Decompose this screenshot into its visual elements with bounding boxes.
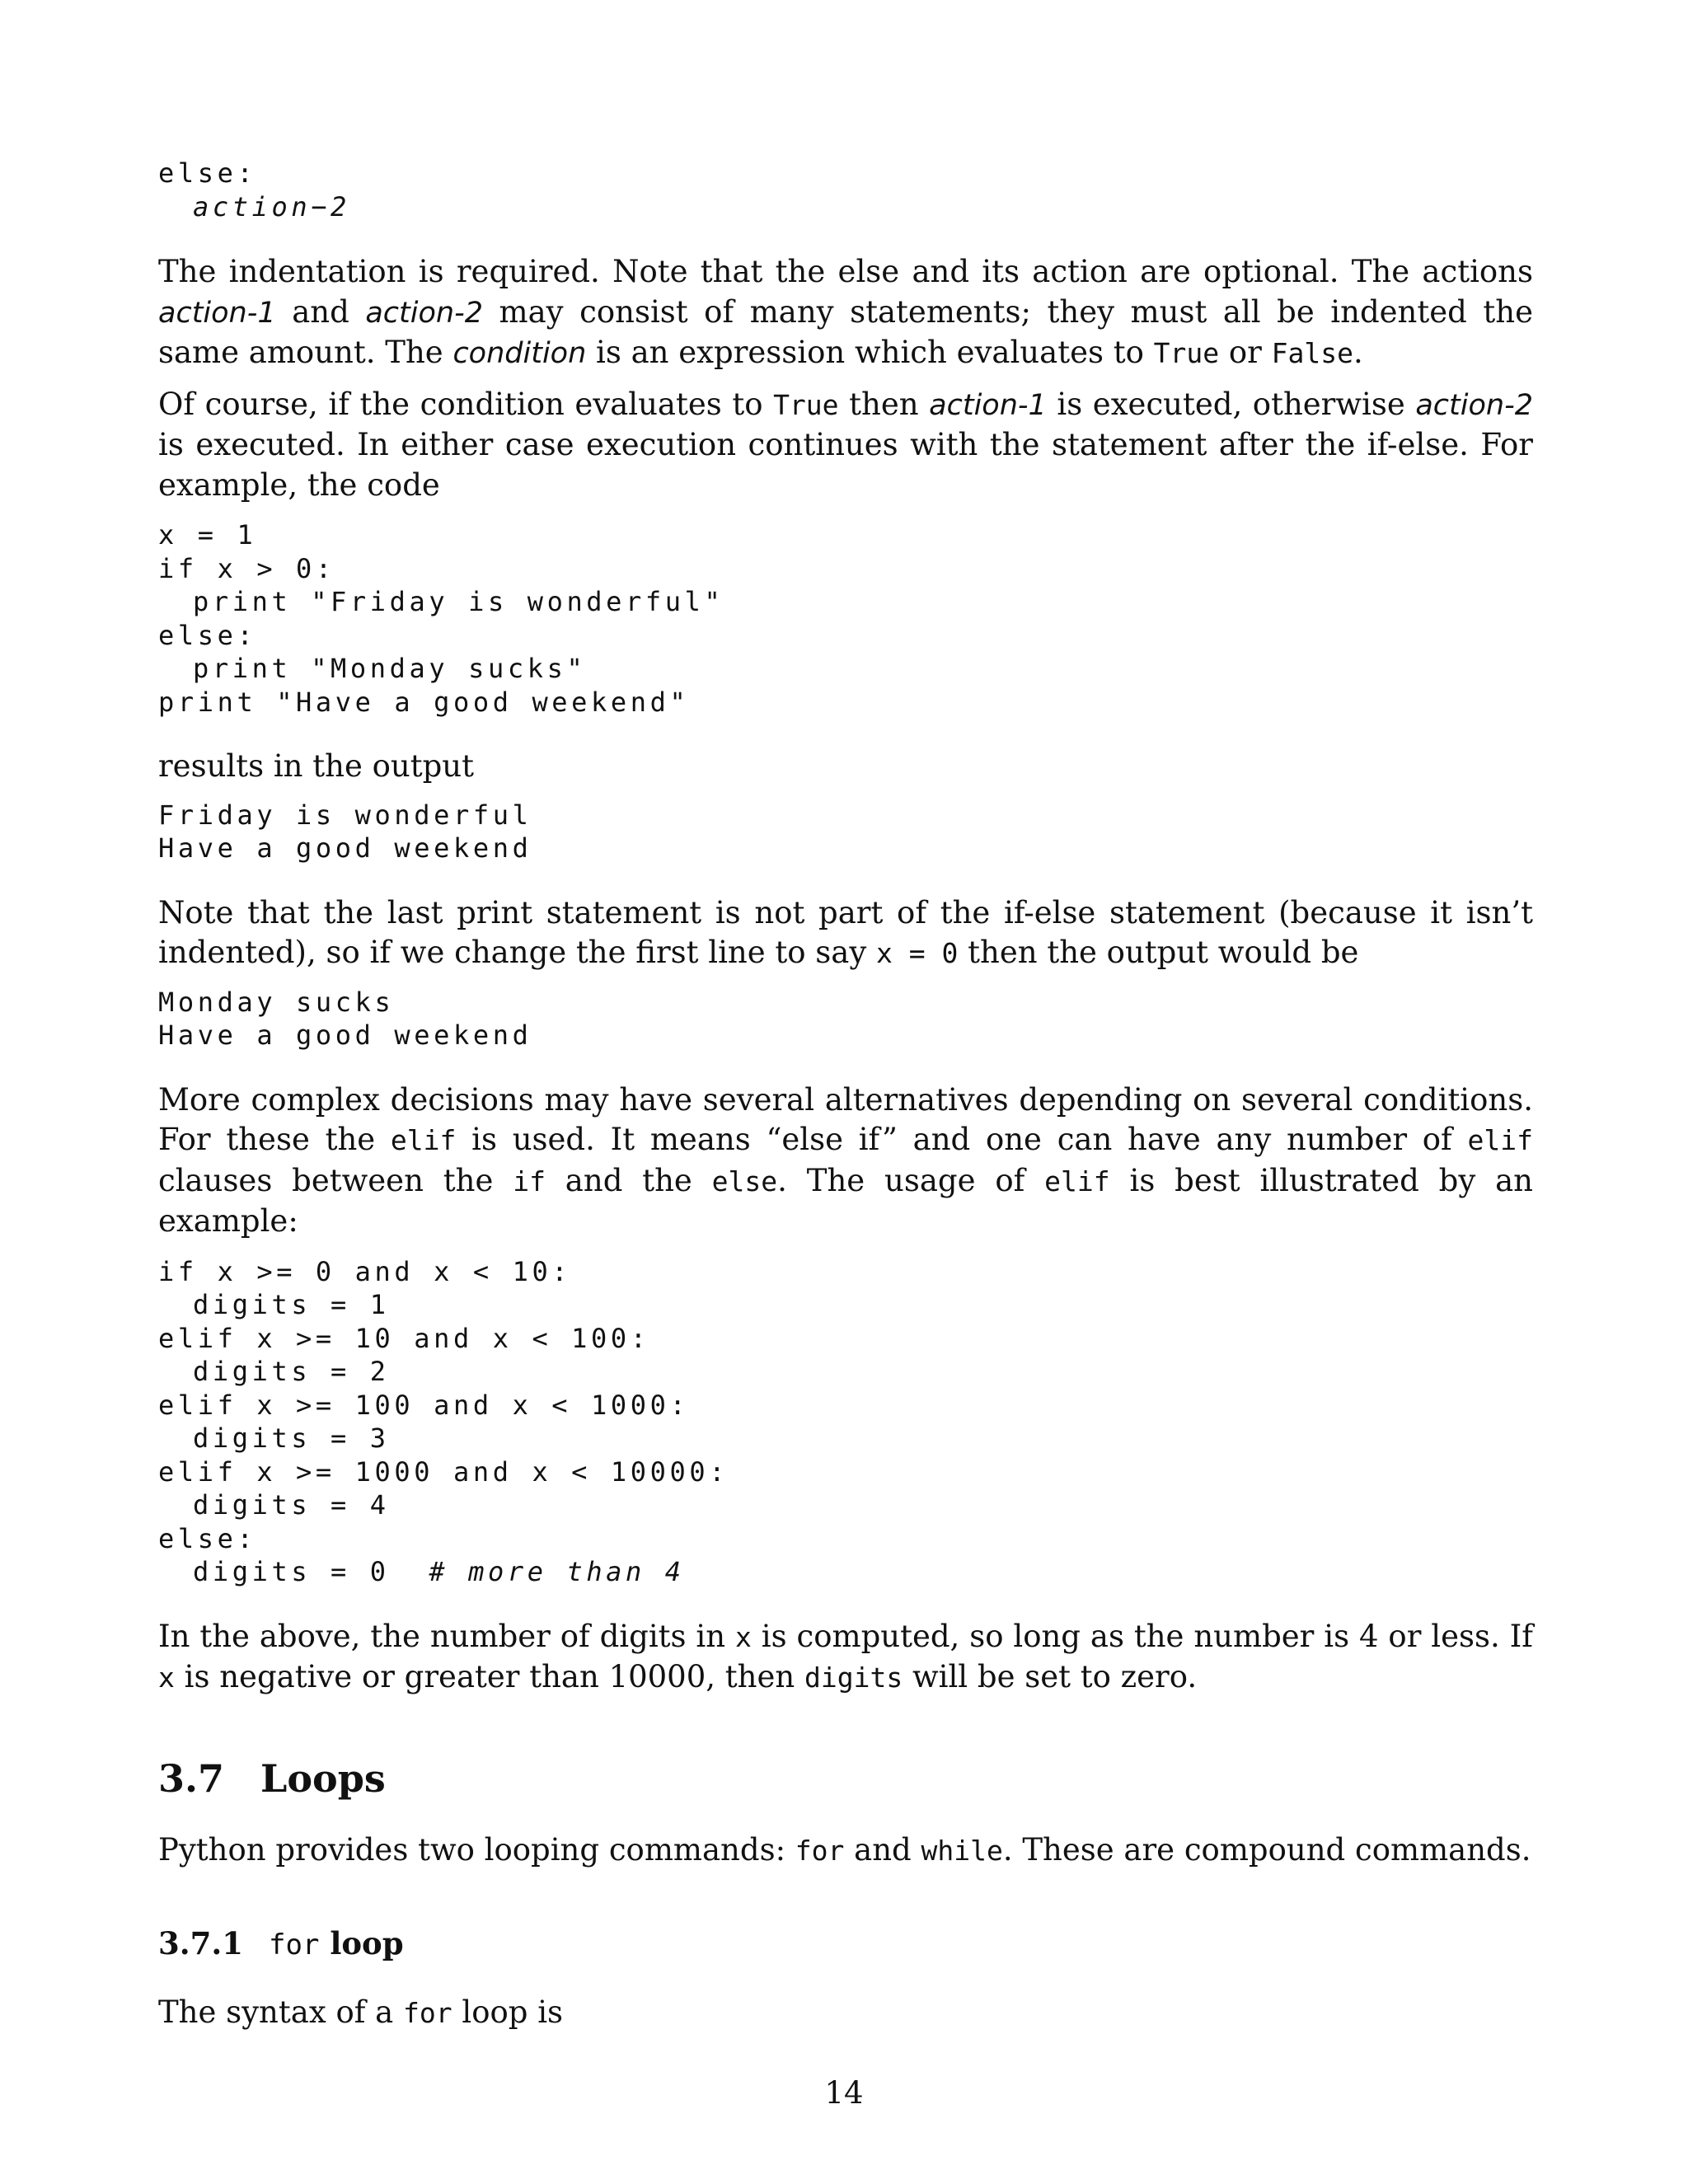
code-line: elif x >= 1000 and x < 10000: [158,1455,729,1488]
code-block-output-friday [158,799,1533,865]
paragraph-indentation [158,252,1533,374]
subsection-heading [158,1925,1533,1961]
text-run: and [844,1831,921,1868]
inline-code: False [1271,337,1353,369]
text-run: is used. It means “else if” and one can have any number of [456,1122,1468,1157]
code-block-else-action [158,157,1533,223]
italic-term: action-2 [365,296,483,330]
inline-code: while [921,1834,1003,1867]
code-line: if x >= 0 and x < 10: [158,1255,572,1287]
text-run: or [1219,335,1272,370]
text-run: is best illustrated by an example: [158,1162,1533,1239]
paragraph-looping-commands [158,1830,1533,1872]
italic-term: action-1 [158,296,276,330]
paragraph-digits-explanation [158,1617,1533,1699]
code-block-if-else-example [158,518,1533,719]
code-comment: # more than 4 [429,1556,685,1587]
text-run: is negative or greater than 10000, then [174,1659,804,1694]
code-line: print "Monday sucks" [193,653,587,684]
paragraph-note-last-print [158,893,1533,974]
code-text: digits = 0 [193,1556,390,1587]
inline-code: elif [1467,1124,1533,1156]
document-page [158,157,1533,2034]
inline-code: elif [1044,1165,1110,1197]
code-line: digits = 1 [193,1289,390,1320]
paragraph-elif [158,1080,1533,1242]
text-run: Python provides two looping commands: [158,1831,795,1868]
code-line: digits = 4 [193,1489,390,1521]
inline-code: x [734,1620,752,1653]
code-line: if x > 0: [158,552,335,584]
code-line: digits = 2 [193,1356,390,1387]
inline-code: True [1153,337,1220,369]
page-number: 14 [824,2075,864,2111]
text-run: The syntax of a [158,1994,403,2030]
code-line: Have a good weekend [158,1019,532,1051]
inline-code: for [403,1997,452,2029]
section-title: Loops [260,1755,386,1801]
text-run: clauses between the [158,1162,513,1198]
inline-code: True [773,388,839,421]
code-line: else: [158,157,257,189]
text-run: The indentation is required. Note that the else and its action are optional. The actions [158,254,1533,289]
text-run: will be set to zero. [903,1659,1198,1694]
text-run: then the output would be [958,935,1359,970]
paragraph-for-syntax [158,1993,1533,2034]
code-line: Monday sucks [158,986,395,1018]
code-line [158,1555,1533,1589]
text-run: . These are compound commands. [1002,1831,1531,1868]
code-line: Friday is wonderful [158,799,532,831]
paragraph-results: results in the output [158,748,474,784]
code-line: else: [158,1522,257,1554]
inline-code: if [513,1165,546,1197]
code-line: digits = 3 [193,1422,390,1454]
code-line: else: [158,619,257,651]
text-run: loop is [452,1994,564,2030]
text-run: and [275,293,366,330]
text-run: is an expression which evaluates to [586,335,1154,370]
text-run: is executed, otherwise [1046,386,1416,422]
inline-code: x = 0 [876,937,959,969]
code-line: elif x >= 10 and x < 100: [158,1322,650,1354]
code-line: print "Have a good weekend" [158,686,690,718]
text-run: . The usage of [777,1162,1045,1198]
code-line: print "Friday is wonderful" [193,586,724,617]
italic-term: action-1 [929,388,1047,422]
inline-code: for [795,1834,845,1867]
italic-term: condition [452,337,587,370]
subsection-code-word: for [269,1929,320,1961]
section-number: 3.7 [158,1755,225,1801]
text-run: is computed, so long as the number is 4 or less. If [751,1618,1533,1654]
inline-code: else [711,1165,778,1197]
text-run: Note that the last print statement is not part of the if-else statement (because it isn’t indented), so if we change the first line to say [158,894,1533,970]
inline-code: elif [390,1124,457,1156]
code-line: Have a good weekend [158,832,532,864]
subsection-number: 3.7.1 [158,1925,243,1961]
code-block-elif-example [158,1255,1533,1589]
text-run: and the [545,1162,712,1198]
text-run: More complex decisions may have several alternatives depending on several conditions. For these the [158,1081,1533,1157]
italic-term: action-2 [1415,388,1533,422]
code-block-output-monday [158,986,1533,1052]
code-line: x = 1 [158,519,257,551]
code-line: elif x >= 100 and x < 1000: [158,1389,690,1421]
inline-code: x [158,1661,175,1694]
text-run: is executed. In either case execution continues with the statement after the if-else. For example, the code [158,427,1533,503]
text-run: . [1353,335,1363,370]
text-run: may consist of many statements; they must all be indented the same amount. The [158,293,1533,370]
section-heading [158,1756,1533,1801]
inline-code: digits [804,1661,903,1694]
subsection-title: loop [330,1925,404,1961]
text-run: then [838,386,930,422]
text-run: In the above, the number of digits in [158,1618,735,1654]
text-run: Of course, if the condition evaluates to [158,386,774,422]
code-line: action−2 [193,190,350,223]
paragraph-execution [158,385,1533,506]
